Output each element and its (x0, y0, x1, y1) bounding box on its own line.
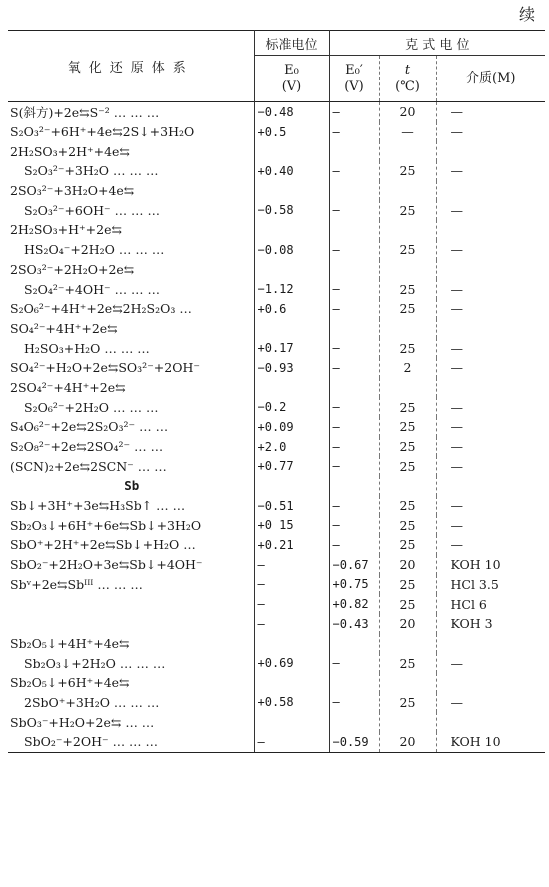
cell-e0-prime: — (329, 299, 379, 319)
cell-medium (436, 220, 545, 240)
cell-e0-prime: — (329, 437, 379, 457)
table-row (8, 712, 545, 732)
header-standard-potential: 标准电位 (254, 31, 329, 56)
cell-medium: — (436, 200, 545, 220)
cell-e0: −0.93 (254, 358, 329, 378)
cell-temperature (379, 141, 436, 161)
table-row (8, 378, 545, 398)
table-row (8, 397, 545, 417)
header-e0: E₀ (V) (254, 56, 329, 102)
cell-system: H₂SO₃+H₂O … … … (24, 340, 150, 356)
cell-temperature: 25 (379, 299, 436, 319)
cell-system: 2SO₃²⁻+2H₂O+2e⇆ (10, 261, 135, 277)
table-row (8, 476, 545, 496)
cell-e0: −0.2 (254, 397, 329, 417)
cell-system: Sb₂O₅↓+6H⁺+4e⇆ (10, 675, 130, 691)
cell-system: (SCN)₂+2e⇆2SCN⁻ … … (10, 458, 167, 474)
table-row (8, 338, 545, 358)
table-row (8, 279, 545, 299)
cell-e0: +0.69 (254, 653, 329, 673)
cell-system: SO₄²⁻+H₂O+2e⇆SO₃²⁻+2OH⁻ (10, 360, 200, 376)
cell-system: Sb₂O₅↓+4H⁺+4e⇆ (10, 635, 130, 651)
cell-e0-prime (329, 181, 379, 201)
cell-e0 (254, 260, 329, 280)
cell-e0-prime: — (329, 102, 379, 122)
cell-e0: +0 15 (254, 515, 329, 535)
table-row (8, 673, 545, 693)
header-e0-prime: E₀′ (V) (329, 56, 379, 102)
cell-e0: −0.48 (254, 102, 329, 122)
table-row (8, 515, 545, 535)
cell-medium: — (436, 338, 545, 358)
cell-e0: +0.77 (254, 456, 329, 476)
cell-e0 (254, 673, 329, 693)
cell-medium: HCl 3.5 (436, 575, 545, 595)
table-row (8, 417, 545, 437)
cell-temperature: 25 (379, 338, 436, 358)
cell-e0 (254, 476, 329, 496)
cell-temperature: 25 (379, 417, 436, 437)
cell-e0-prime: — (329, 397, 379, 417)
cell-e0-prime (329, 634, 379, 654)
cell-temperature (379, 220, 436, 240)
cell-e0-prime: — (329, 417, 379, 437)
cell-temperature: 25 (379, 575, 436, 595)
cell-medium (436, 634, 545, 654)
table-row (8, 614, 545, 634)
table-row (8, 693, 545, 713)
cell-system: Sb₂O₃↓+6H⁺+6e⇆Sb↓+3H₂O (10, 517, 202, 533)
table-row (8, 437, 545, 457)
cell-temperature (379, 319, 436, 339)
cell-e0: +0.6 (254, 299, 329, 319)
cell-e0-prime: — (329, 122, 379, 142)
table-row (8, 535, 545, 555)
cell-medium (436, 260, 545, 280)
table-row (8, 240, 545, 260)
cell-medium: — (436, 397, 545, 417)
cell-temperature: 25 (379, 535, 436, 555)
table-row (8, 181, 545, 201)
cell-system: S₂O₃²⁻+6H⁺+4e⇆2S↓+3H₂O (10, 124, 195, 140)
cell-medium (436, 141, 545, 161)
cell-e0: −0.08 (254, 240, 329, 260)
cell-temperature: 25 (379, 456, 436, 476)
cell-temperature: 25 (379, 161, 436, 181)
cell-e0-prime (329, 220, 379, 240)
cell-temperature (379, 260, 436, 280)
cell-e0-prime: — (329, 456, 379, 476)
cell-system: 2SbO⁺+3H₂O … … … (24, 694, 160, 710)
cell-temperature: 25 (379, 515, 436, 535)
cell-medium: — (436, 161, 545, 181)
cell-medium (436, 673, 545, 693)
cell-system: SbO⁺+2H⁺+2e⇆Sb↓+H₂O … (10, 537, 196, 553)
cell-e0-prime: — (329, 653, 379, 673)
table-row (8, 299, 545, 319)
cell-system: Sb (124, 478, 140, 494)
cell-system: S(斜方)+2e⇆S⁻² … … … (10, 104, 160, 120)
cell-system: SbO₃⁻+H₂O+2e⇆ … … (10, 714, 155, 730)
table-row (8, 141, 545, 161)
cell-e0-prime: −0.59 (329, 732, 379, 752)
cell-e0-prime: +0.75 (329, 575, 379, 595)
cell-medium: — (436, 122, 545, 142)
cell-e0: −1.12 (254, 279, 329, 299)
cell-medium: — (436, 358, 545, 378)
cell-e0: −0.58 (254, 200, 329, 220)
cell-temperature: 25 (379, 437, 436, 457)
cell-temperature (379, 476, 436, 496)
cell-temperature: 25 (379, 693, 436, 713)
table-row (8, 653, 545, 673)
cell-system: Sb₂O₃↓+2H₂O … … … (24, 655, 166, 671)
cell-temperature (379, 181, 436, 201)
cell-system: S₂O₃²⁻+6OH⁻ … … … (24, 202, 161, 218)
cell-system: 2H₂SO₃+H⁺+2e⇆ (10, 222, 122, 238)
cell-system: S₂O₈²⁻+2e⇆2SO₄²⁻ … … (10, 439, 164, 455)
cell-e0-prime: −0.67 (329, 555, 379, 575)
cell-temperature: 2 (379, 358, 436, 378)
table-row (8, 260, 545, 280)
cell-medium: — (436, 240, 545, 260)
cell-system: 2SO₃²⁻+3H₂O+4e⇆ (10, 183, 135, 199)
cell-e0: +0.40 (254, 161, 329, 181)
cell-e0: +0.5 (254, 122, 329, 142)
cell-e0: — (254, 732, 329, 752)
cell-e0-prime: — (329, 240, 379, 260)
cell-temperature: 25 (379, 496, 436, 516)
table-row (8, 732, 545, 752)
cell-medium: — (436, 535, 545, 555)
cell-medium (436, 476, 545, 496)
table-row (8, 122, 545, 142)
cell-medium (436, 378, 545, 398)
cell-temperature (379, 634, 436, 654)
cell-e0-prime (329, 260, 379, 280)
cell-e0-prime: — (329, 515, 379, 535)
cell-e0-prime: — (329, 279, 379, 299)
table-row (8, 594, 545, 614)
cell-e0 (254, 220, 329, 240)
cell-temperature: 20 (379, 555, 436, 575)
table-row (8, 161, 545, 181)
cell-medium (436, 181, 545, 201)
cell-medium: — (436, 653, 545, 673)
table-row (8, 634, 545, 654)
cell-system: HS₂O₄⁻+2H₂O … … … (24, 242, 165, 258)
table-row (8, 102, 545, 122)
cell-temperature: 20 (379, 102, 436, 122)
cell-system: S₄O₆²⁻+2e⇆2S₂O₃²⁻ … … (10, 419, 169, 435)
cell-system (8, 614, 254, 634)
cell-e0-prime: — (329, 358, 379, 378)
table-row (8, 496, 545, 516)
cell-e0 (254, 712, 329, 732)
cell-medium: — (436, 437, 545, 457)
table-body (8, 102, 545, 753)
table-row (8, 555, 545, 575)
table-row (8, 319, 545, 339)
cell-medium: KOH 3 (436, 614, 545, 634)
cell-e0: +0.17 (254, 338, 329, 358)
cell-e0-prime: — (329, 161, 379, 181)
cell-medium: KOH 10 (436, 555, 545, 575)
cell-medium: — (436, 417, 545, 437)
cell-medium (436, 712, 545, 732)
cell-temperature (379, 712, 436, 732)
cell-temperature (379, 673, 436, 693)
cell-e0 (254, 141, 329, 161)
cell-medium: — (436, 299, 545, 319)
cell-temperature: 20 (379, 732, 436, 752)
cell-e0-prime (329, 378, 379, 398)
cell-e0: +0.21 (254, 535, 329, 555)
cell-e0-prime (329, 141, 379, 161)
cell-medium: — (436, 279, 545, 299)
cell-medium: — (436, 496, 545, 516)
cell-e0: −0.51 (254, 496, 329, 516)
cell-temperature: 25 (379, 594, 436, 614)
cell-e0: +0.09 (254, 417, 329, 437)
header-system: 氧化还原体系 (67, 60, 194, 76)
cell-e0-prime (329, 673, 379, 693)
cell-temperature (379, 378, 436, 398)
cell-e0: — (254, 555, 329, 575)
cell-temperature: 25 (379, 653, 436, 673)
cell-system: Sb↓+3H⁺+3e⇆H₃Sb↑ … … (10, 498, 186, 514)
cell-system: Sbᵛ+2e⇆Sbᴵᴵᴵ … … … (10, 576, 143, 592)
continued-label: 续 (518, 5, 535, 24)
cell-system (8, 594, 254, 614)
cell-e0: +2.0 (254, 437, 329, 457)
cell-system: S₂O₆²⁻+4H⁺+2e⇆2H₂S₂O₃ … (10, 301, 192, 317)
cell-e0-prime: — (329, 338, 379, 358)
cell-temperature: 25 (379, 397, 436, 417)
cell-system: S₂O₄²⁻+4OH⁻ … … … (24, 281, 161, 297)
cell-medium: — (436, 693, 545, 713)
header-medium: 介质(M) (436, 56, 545, 102)
cell-e0-prime: −0.43 (329, 614, 379, 634)
cell-e0-prime: — (329, 535, 379, 555)
table-row (8, 575, 545, 595)
cell-system: SbO₂⁻+2H₂O+3e⇆Sb↓+4OH⁻ (10, 557, 203, 573)
cell-medium: HCl 6 (436, 594, 545, 614)
cell-temperature: 25 (379, 279, 436, 299)
cell-e0 (254, 319, 329, 339)
cell-medium: KOH 10 (436, 732, 545, 752)
cell-e0-prime: — (329, 200, 379, 220)
cell-e0 (254, 378, 329, 398)
cell-e0-prime (329, 476, 379, 496)
cell-e0 (254, 181, 329, 201)
cell-e0: — (254, 575, 329, 595)
table-row (8, 358, 545, 378)
cell-temperature: 25 (379, 240, 436, 260)
cell-medium: — (436, 102, 545, 122)
cell-system: 2SO₄²⁻+4H⁺+2e⇆ (10, 379, 126, 395)
cell-e0 (254, 634, 329, 654)
cell-medium: — (436, 456, 545, 476)
cell-system: S₂O₃²⁻+3H₂O … … … (24, 163, 159, 179)
cell-e0-prime: — (329, 496, 379, 516)
cell-medium (436, 319, 545, 339)
cell-e0-prime (329, 712, 379, 732)
cell-e0-prime (329, 319, 379, 339)
cell-system: SbO₂⁻+2OH⁻ … … … (8, 732, 254, 752)
cell-system: SO₄²⁻+4H⁺+2e⇆ (10, 320, 118, 336)
cell-temperature: — (379, 122, 436, 142)
table-row (8, 220, 545, 240)
cell-system: S₂O₆²⁻+2H₂O … … … (24, 399, 159, 415)
cell-temperature: 25 (379, 200, 436, 220)
cell-e0: — (254, 594, 329, 614)
redox-potential-table (8, 30, 545, 753)
cell-e0-prime: — (329, 693, 379, 713)
cell-medium: — (436, 515, 545, 535)
table-row (8, 456, 545, 476)
cell-e0: +0.58 (254, 693, 329, 713)
cell-temperature: 20 (379, 614, 436, 634)
cell-e0-prime: +0.82 (329, 594, 379, 614)
header-formal-potential: 克 式 电 位 (329, 31, 545, 56)
header-temperature: t (℃) (379, 56, 436, 102)
cell-system: 2H₂SO₃+2H⁺+4e⇆ (10, 143, 130, 159)
cell-e0: — (254, 614, 329, 634)
table-row (8, 200, 545, 220)
